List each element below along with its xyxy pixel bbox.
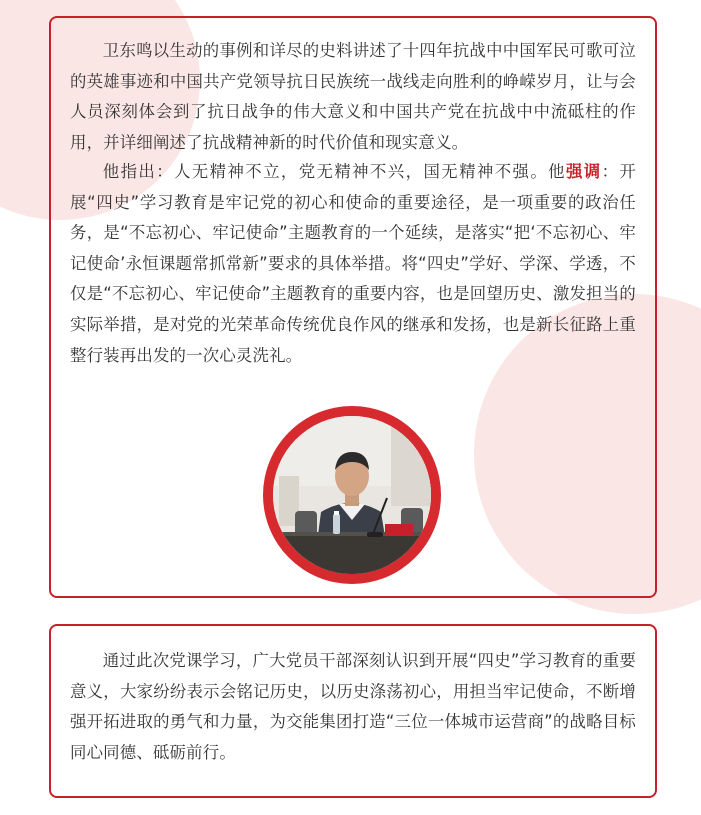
emphasis-keyword: 强调 <box>565 162 602 181</box>
paragraph-speech-summary: 卫东鸣以生动的事例和详尽的史料讲述了十四年抗战中中国军民可歌可泣的英雄事迹和中国共产党领导抗日民族统一战线走向胜利的峥嵘岁月，让与会人员深刻体会到了抗日战争的伟大意义和中国共产党在抗战中中流砥柱的作用，并详细阐述了抗战精神新的时代价值和现实意义。 <box>70 41 636 152</box>
speaker-photo-frame <box>263 406 441 584</box>
paragraph-conclusion: 通过此次党课学习，广大党员干部深刻认识到开展“四史”学习教育的重要意义，大家纷纷表示会铭记历史，以历史涤荡初心，用担当牢记使命，不断增强开拓进取的勇气和力量，为交能集团打造“三位一体城市运营商”的战略目标同心同德、砥砺前行。 <box>70 651 636 762</box>
speaker-photo <box>273 416 431 574</box>
speaker-photo-illustration <box>273 416 431 574</box>
paragraph-speaker-points-part1: 他指出：人无精神不立，党无精神不兴，国无精神不强。他 <box>102 162 566 181</box>
paragraph-speaker-points-part2: ：开展“四史”学习教育是牢记党的初心和使命的重要途径，是一项重要的政治任务，是“不忘初心、牢记使命”主题教育的一个延续，是落实“把‘不忘初心、牢记使命’永恒课题常抓常新”要求的具体举措。将“四史”学好、学深、学透，不仅是“不忘初心、牢记使命”主题教育的重要内容，也是回望历史、激发担当的实际举措，是对党的光荣革命传统优良作风的继承和发扬，也是新长征路上重整行装再出发的一次心灵洗礼。 <box>70 162 636 365</box>
paragraph-speaker-points <box>70 157 636 371</box>
